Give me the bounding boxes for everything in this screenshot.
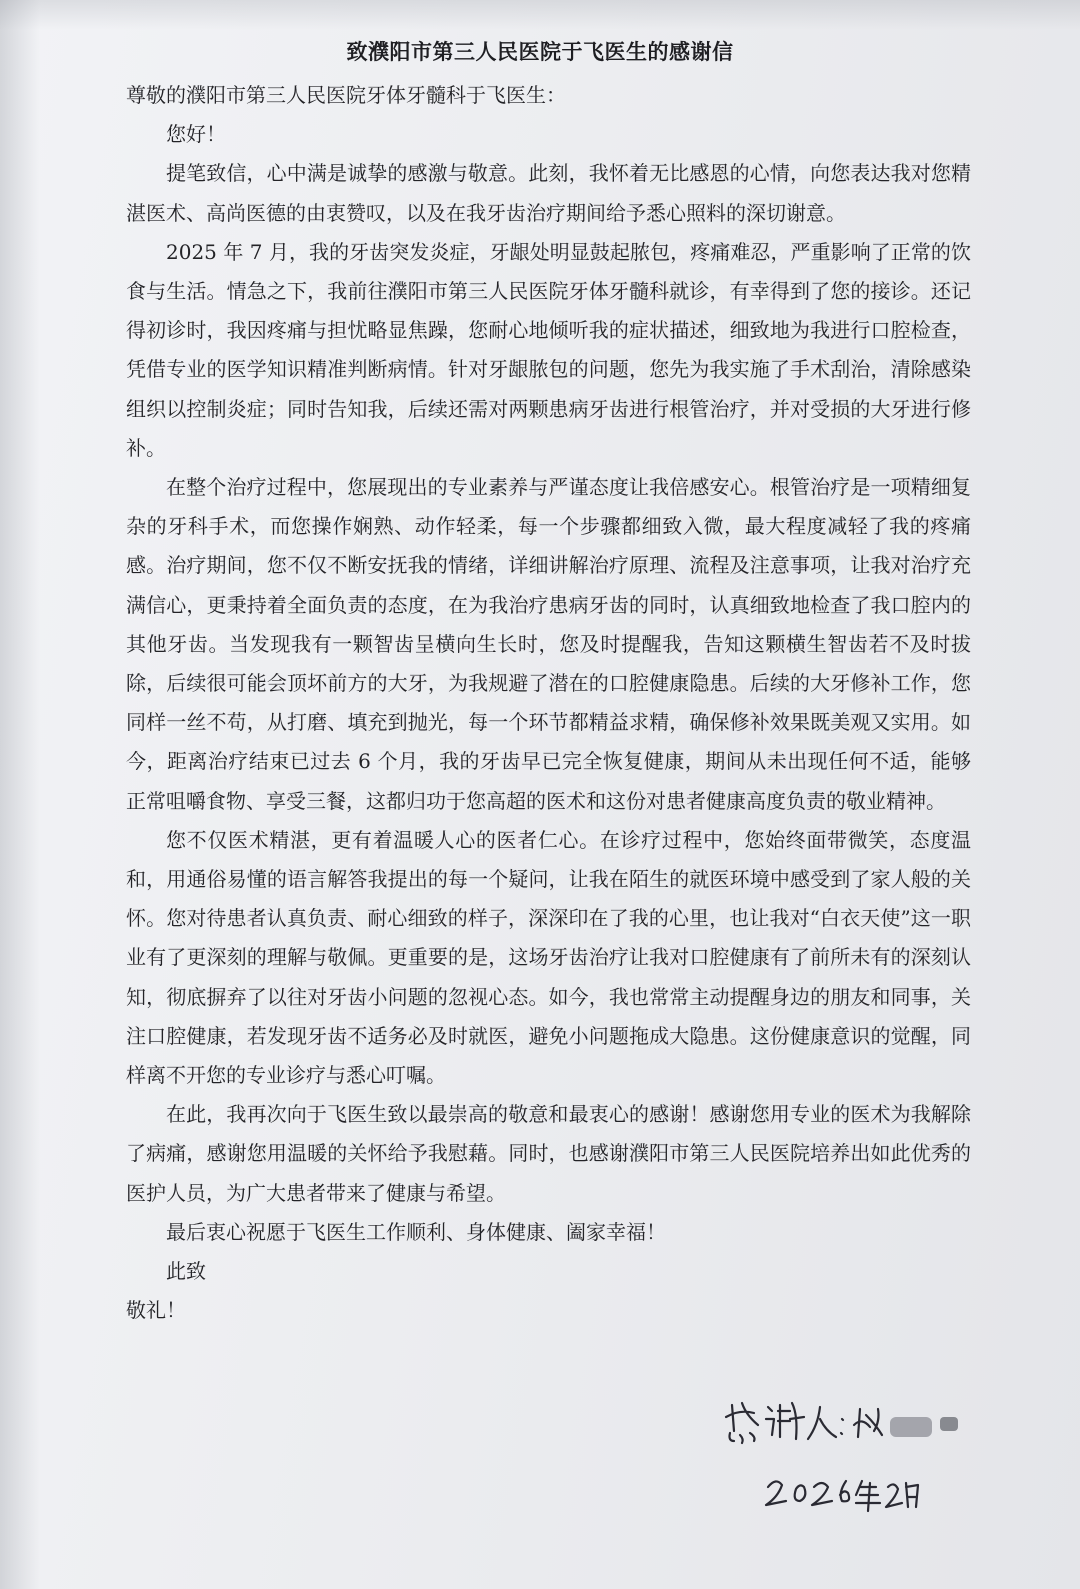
handwritten-signature	[720, 1395, 1020, 1535]
letter-closing-2: 敬礼！	[126, 1298, 186, 1323]
letter-paragraph: 2025 年 7 月，我的牙齿突发炎症，牙龈处明显鼓起脓包，疼痛难忍，严重影响了正常的饮食与生活。情急之下，我前往濮阳市第三人民医院牙体牙髓科就诊，有幸得到了您的接诊。还记得初诊时，我因疼痛与担忧略显焦躁，您耐心地倾听我的症状描述，细致地为我进行口腔检查，凭借专业的医学知识精准判断病情。针对牙龈脓包的问题，您先为我实施了手术刮治，清除感染组织以控制炎症；同时告知我，后续还需对两颗患病牙齿进行根管治疗，并对受损的大牙进行修补。	[126, 239, 971, 460]
letter-closing-1: 此致	[166, 1259, 206, 1284]
signature-image	[720, 1395, 1020, 1535]
page-shadow-left	[0, 0, 40, 1589]
letter-greeting: 您好！	[166, 122, 226, 147]
letter-paragraph: 在此，我再次向于飞医生致以最崇高的敬意和最衷心的感谢！感谢您用专业的医术为我解除了病痛，感谢您用温暖的关怀给予我慰藉。同时，也感谢濮阳市第三人民医院培养出如此优秀的医护人员，为广大患者带来了健康与希望。	[126, 1102, 971, 1205]
letter-body	[126, 76, 971, 1331]
letter-paragraph: 您不仅医术精湛，更有着温暖人心的医者仁心。在诊疗过程中，您始终面带微笑，态度温和，用通俗易懂的语言解答我提出的每一个疑问，让我在陌生的就医环境中感受到了家人般的关怀。您对待患者认真负责、耐心细致的样子，深深印在了我的心里，也让我对“白衣天使”这一职业有了更深刻的理解与敬佩。更重要的是，这场牙齿治疗让我对口腔健康有了前所未有的深刻认知，彻底摒弃了以往对牙齿小问题的忽视心态。如今，我也常常主动提醒身边的朋友和同事，关注口腔健康，若发现牙齿不适务必及时就医，避免小问题拖成大隐患。这份健康意识的觉醒，同样离不开您的专业诊疗与悉心叮嘱。	[126, 827, 971, 1088]
letter-paragraph: 在整个治疗过程中，您展现出的专业素养与严谨态度让我倍感安心。根管治疗是一项精细复杂的牙科手术，而您操作娴熟、动作轻柔，每一个步骤都细致入微，最大程度减轻了我的疼痛感。治疗期间，您不仅不断安抚我的情绪，详细讲解治疗原理、流程及注意事项，让我对治疗充满信心，更秉持着全面负责的态度，在为我治疗患病牙齿的同时，认真细致地检查了我口腔内的其他牙齿。当发现我有一颗智齿呈横向生长时，您及时提醒我，告知这颗横生智齿若不及时拔除，后续很可能会顶坏前方的大牙，为我规避了潜在的口腔健康隐患。后续的大牙修补工作，您同样一丝不苟，从打磨、填充到抛光，每一个环节都精益求精，确保修补效果既美观又实用。如今，距离治疗结束已过去 6 个月，我的牙齿早已完全恢复健康，期间从未出现任何不适，能够正常咀嚼食物、享受三餐，这都归功于您高超的医术和这份对患者健康高度负责的敬业精神。	[126, 475, 971, 813]
letter-salutation: 尊敬的濮阳市第三人民医院牙体牙髓科于飞医生：	[126, 83, 566, 107]
letter-paragraph: 提笔致信，心中满是诚挚的感激与敬意。此刻，我怀着无比感恩的心情，向您表达我对您精湛医术、高尚医德的由衷赞叹，以及在我牙齿治疗期间给予悉心照料的深切谢意。	[126, 161, 971, 225]
page-shadow-top	[0, 0, 1080, 30]
letter-paragraph: 最后衷心祝愿于飞医生工作顺利、身体健康、阖家幸福！	[166, 1219, 666, 1244]
letter-title: 致濮阳市第三人民医院于飞医生的感谢信	[346, 40, 734, 64]
